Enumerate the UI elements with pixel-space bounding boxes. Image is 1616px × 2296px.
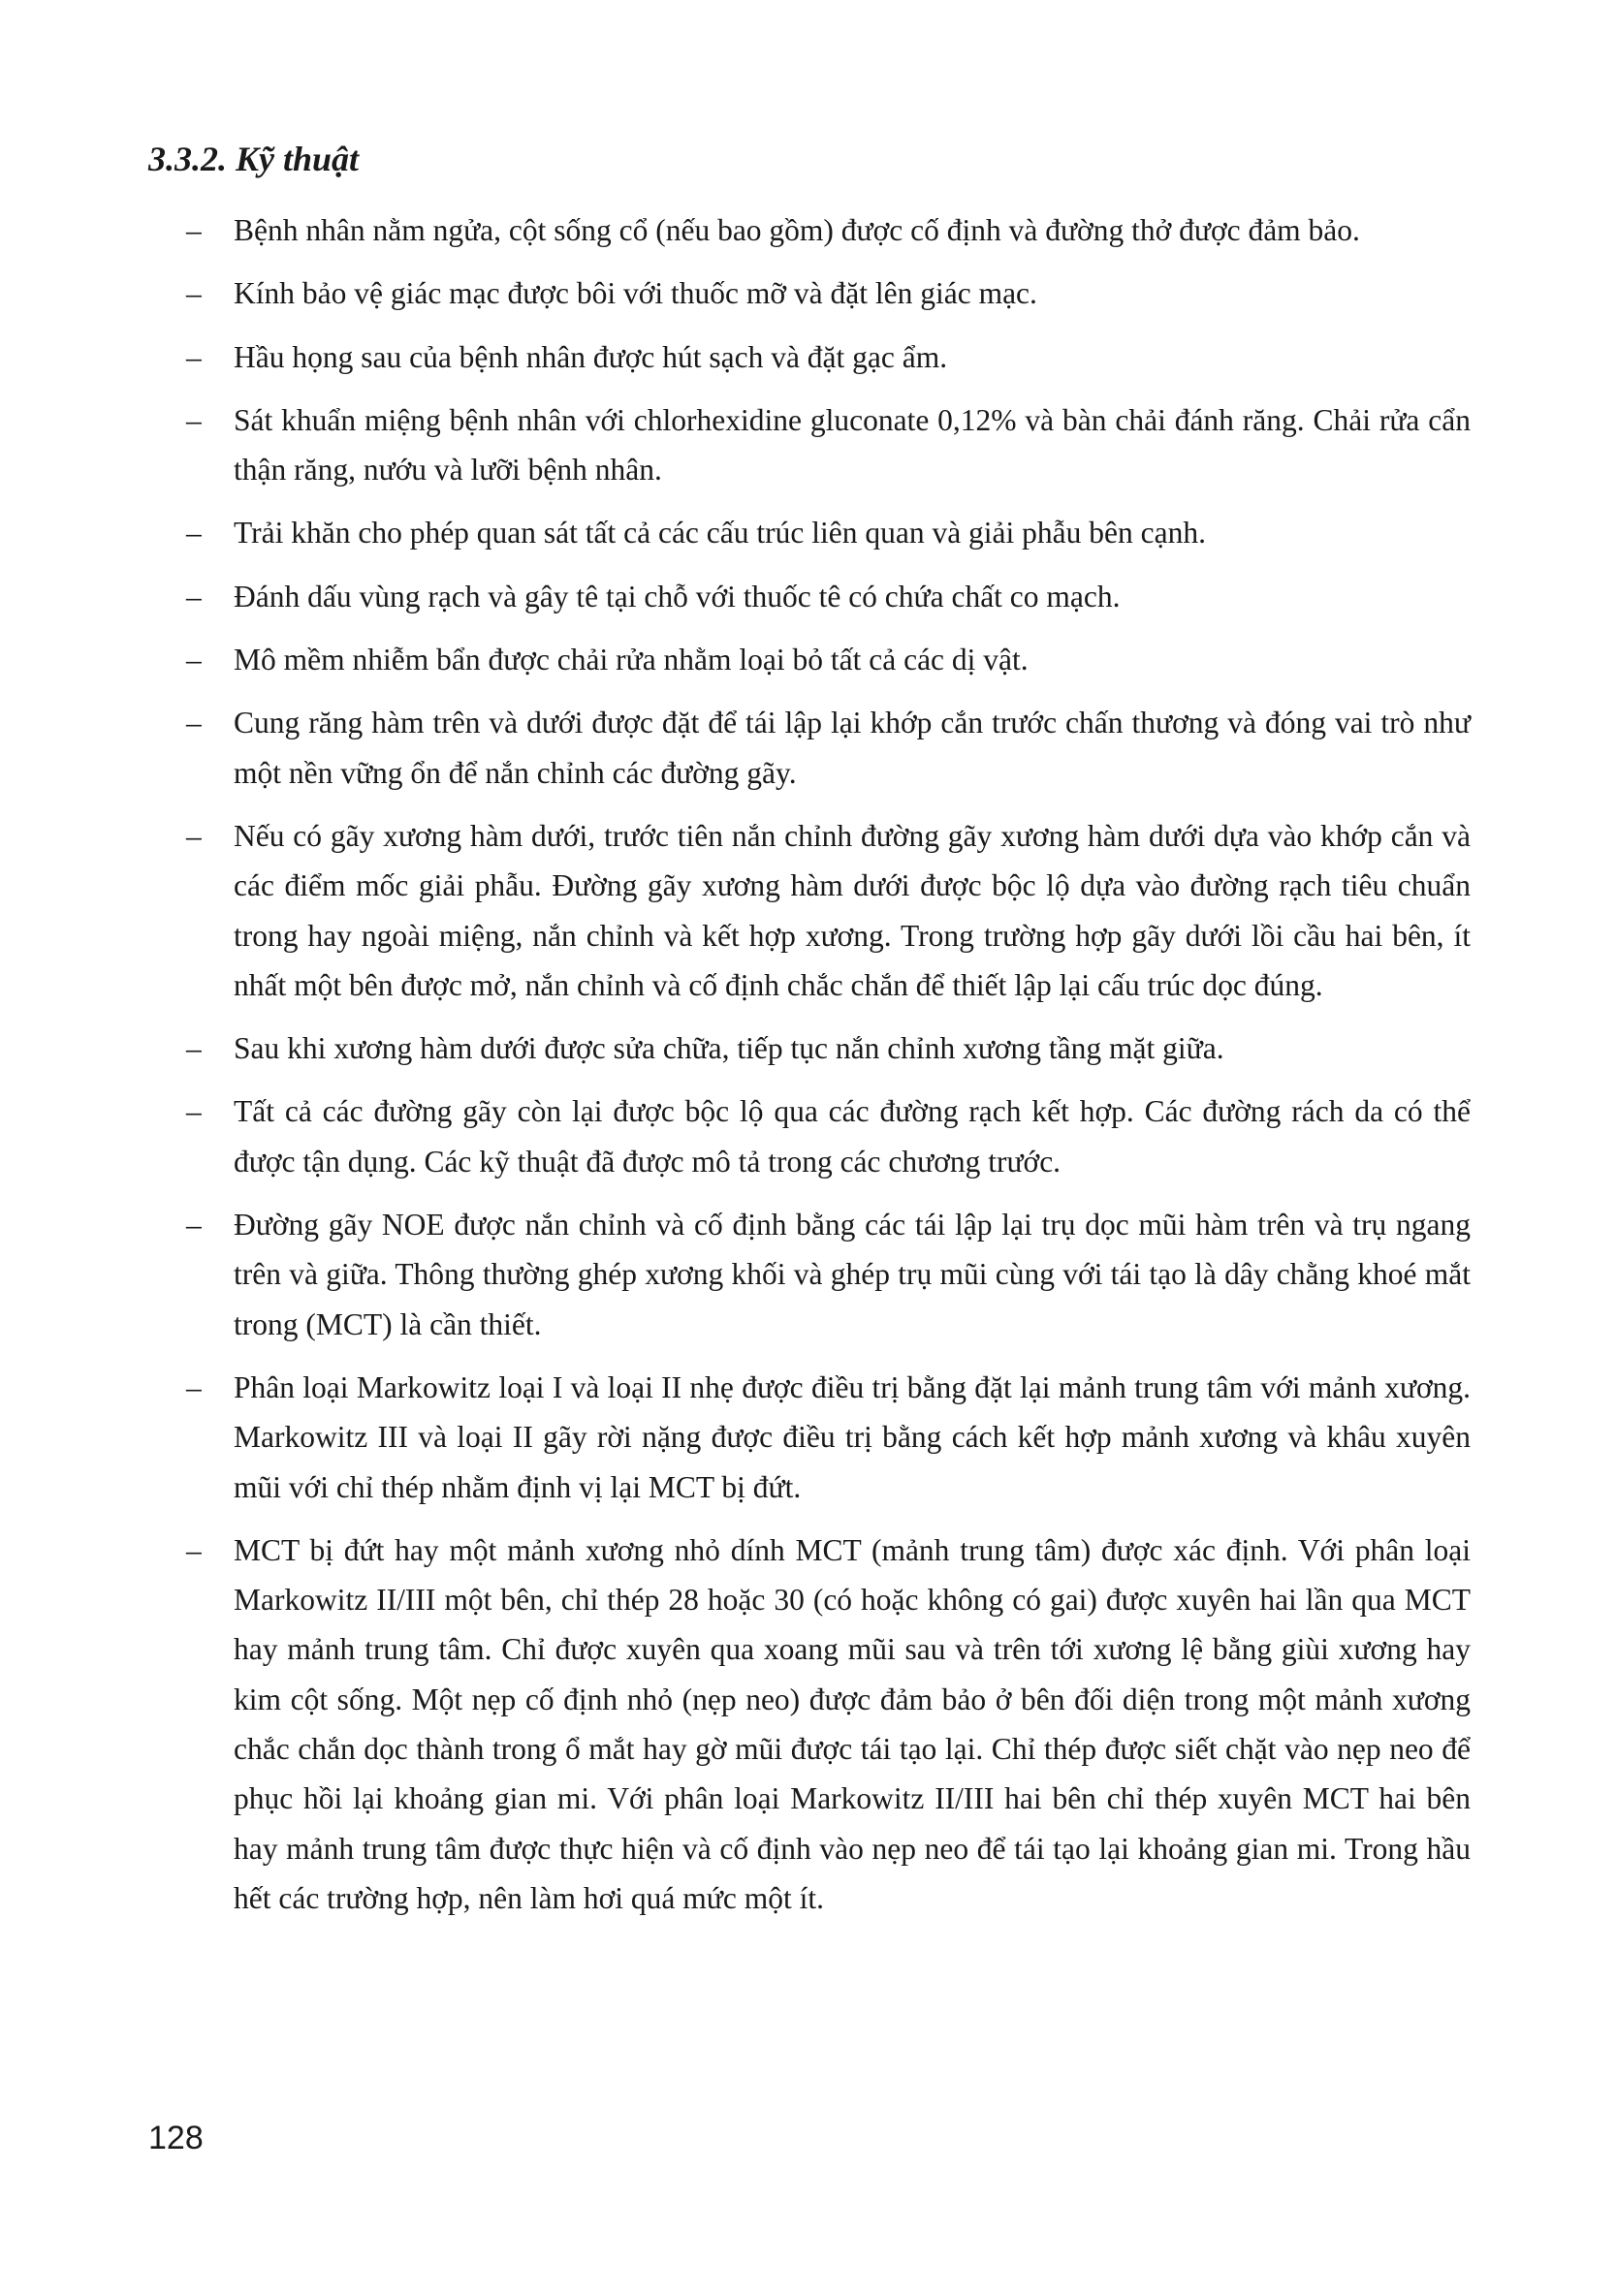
list-item bbox=[186, 1525, 1471, 1923]
dash-bullet: – bbox=[186, 1031, 202, 1066]
list-item-text: Trải khăn cho phép quan sát tất cả các cấu trúc liên quan và giải phẫu bên cạnh. bbox=[234, 516, 1206, 550]
dash-bullet: – bbox=[186, 276, 202, 311]
list-item-text: Bệnh nhân nằm ngửa, cột sống cổ (nếu bao gồm) được cố định và đường thở được đảm bảo. bbox=[234, 213, 1360, 247]
list-item bbox=[186, 395, 1471, 495]
list-item bbox=[186, 1023, 1471, 1073]
list-item-text: Kính bảo vệ giác mạc được bôi với thuốc mỡ và đặt lên giác mạc. bbox=[234, 276, 1037, 311]
list-item bbox=[186, 811, 1471, 1010]
list-item bbox=[186, 1200, 1471, 1349]
list-item-text: Sau khi xương hàm dưới được sửa chữa, tiếp tục nắn chỉnh xương tầng mặt giữa. bbox=[234, 1031, 1224, 1066]
dash-bullet: – bbox=[186, 1369, 202, 1404]
list-item bbox=[186, 698, 1471, 798]
list-item bbox=[186, 508, 1471, 557]
section-heading: 3.3.2. Kỹ thuật bbox=[148, 140, 360, 178]
list-item bbox=[186, 572, 1471, 621]
dash-bullet: – bbox=[186, 1208, 202, 1242]
list-item-text: Tất cả các đường gãy còn lại được bộc lộ qua các đường rạch kết hợp. Các đường rách da có thể được tận dụng. Các kỹ thuật đã được mô tả trong các chương trước. bbox=[234, 1094, 1471, 1179]
list-item-text: Mô mềm nhiễm bẩn được chải rửa nhằm loại bỏ tất cả các dị vật. bbox=[234, 643, 1029, 677]
list-item bbox=[186, 1363, 1471, 1512]
list-item-text: Đánh dấu vùng rạch và gây tê tại chỗ với thuốc tê có chứa chất co mạch. bbox=[234, 579, 1121, 613]
dash-bullet: – bbox=[186, 402, 202, 437]
list-item bbox=[186, 635, 1471, 684]
dash-bullet: – bbox=[186, 818, 202, 853]
list-item bbox=[186, 1086, 1471, 1186]
list-item-text: Cung răng hàm trên và dưới được đặt để tái lập lại khớp cắn trước chấn thương và đóng vai trò như một nền vững ổn để nắn chỉnh các đường gãy. bbox=[234, 706, 1471, 790]
list-item-text: Phân loại Markowitz loại I và loại II nhẹ được điều trị bằng đặt lại mảnh trung tâm với mảnh xương. Markowitz III và loại II gãy rời nặng được điều trị bằng cách kết hợp mảnh xương và khâu xuyên mũi với chỉ thép nhằm định vị lại MCT bị đứt. bbox=[234, 1369, 1471, 1504]
dash-bullet: – bbox=[186, 339, 202, 374]
list-item-text: Nếu có gãy xương hàm dưới, trước tiên nắn chỉnh đường gãy xương hàm dưới dựa vào khớp cắn và các điểm mốc giải phẫu. Đường gãy xương hàm dưới được bộc lộ dựa vào đường rạch tiêu chuẩn trong hay ngoài miệng, nắn chỉnh và kết hợp xương. Trong trường hợp gãy dưới lồi cầu hai bên, ít nhất một bên được mở, nắn chỉnh và cố định chắc chắn để thiết lập lại cấu trúc dọc đúng. bbox=[234, 818, 1471, 1002]
list-item bbox=[186, 268, 1471, 318]
page-number: 128 bbox=[148, 2120, 204, 2156]
list-item-text: Hầu họng sau của bệnh nhân được hút sạch và đặt gạc ẩm. bbox=[234, 339, 948, 374]
list-item bbox=[186, 205, 1471, 255]
technique-steps-list bbox=[186, 205, 1471, 1936]
dash-bullet: – bbox=[186, 579, 202, 613]
dash-bullet: – bbox=[186, 213, 202, 247]
dash-bullet: – bbox=[186, 643, 202, 677]
list-item-text: Đường gãy NOE được nắn chỉnh và cố định bằng các tái lập lại trụ dọc mũi hàm trên và trụ ngang trên và giữa. Thông thường ghép xương khối và ghép trụ mũi cùng với tái tạo là dây chằng khoé mắt trong (MCT) là cần thiết. bbox=[234, 1208, 1471, 1341]
list-item-text: MCT bị đứt hay một mảnh xương nhỏ dính MCT (mảnh trung tâm) được xác định. Với phân loại Markowitz II/III một bên, chỉ thép 28 hoặc 30 (có hoặc không có gai) được xuyên hai lần qua MCT hay mảnh trung tâm. Chỉ được xuyên qua xoang mũi sau và trên tới xương lệ bằng giùi xương hay kim cột sống. Một nẹp cố định nhỏ (nẹp neo) được đảm bảo ở bên đối diện trong một mảnh xương chắc chắn dọc thành trong ổ mắt hay gờ mũi được tái tạo lại. Chỉ thép được siết chặt vào nẹp neo để phục hồi lại khoảng gian mi. Với phân loại Markowitz II/III hai bên chỉ thép xuyên MCT hai bên hay mảnh trung tâm được thực hiện và cố định vào nẹp neo để tái tạo lại khoảng gian mi. Trong hầu hết các trường hợp, nên làm hơi quá mức một ít. bbox=[234, 1532, 1471, 1915]
dash-bullet: – bbox=[186, 516, 202, 550]
dash-bullet: – bbox=[186, 706, 202, 740]
dash-bullet: – bbox=[186, 1094, 202, 1129]
list-item bbox=[186, 332, 1471, 382]
list-item-text: Sát khuẩn miệng bệnh nhân với chlorhexidine gluconate 0,12% và bàn chải đánh răng. Chải rửa cẩn thận răng, nướu và lưỡi bệnh nhân. bbox=[234, 402, 1471, 488]
dash-bullet: – bbox=[186, 1532, 202, 1567]
